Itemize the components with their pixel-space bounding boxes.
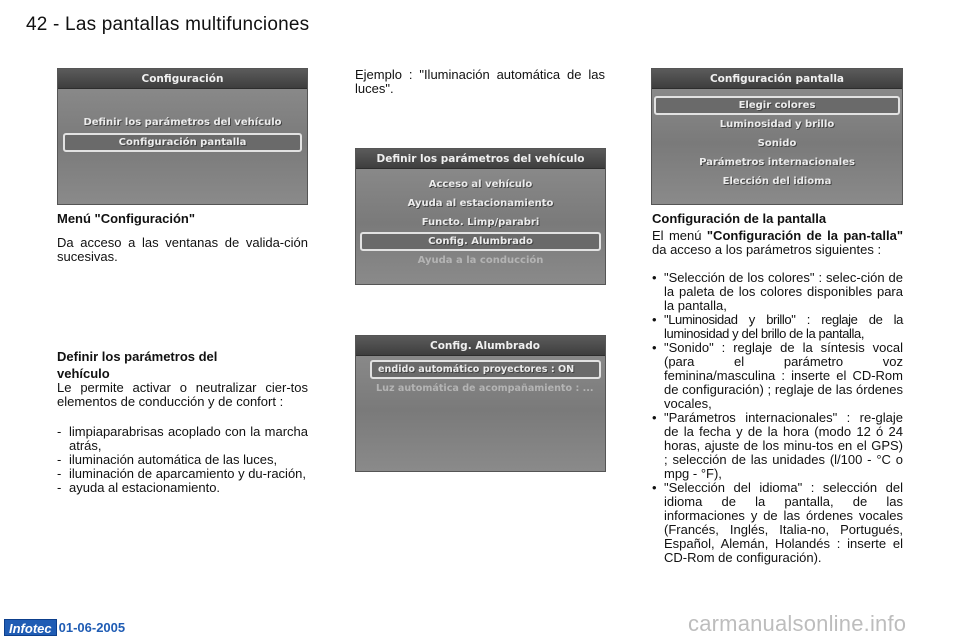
display-screen-item: Elección del idioma [722, 176, 832, 187]
vehicle-params-screen-image [355, 148, 606, 285]
list-item: - iluminación automática de las luces, [57, 453, 308, 467]
vehicle-screen-item: Functo. Limp/parabri [421, 217, 540, 228]
page-header [26, 14, 309, 36]
page-number: 42 [26, 14, 48, 35]
lighting-screen-item: Luz automática de acompañamiento : ... [376, 383, 594, 394]
header-separator: - [53, 14, 60, 35]
list-item: • "Sonido" : reglaje de la síntesis vocal (para el parámetro voz feminina/masculina : inserte el CD-Rom de configuración) ; reglaje de las órdenes vocales, [652, 341, 903, 411]
vehicle-screen-title: Definir los parámetros del vehículo [356, 149, 605, 169]
vehicle-screen-item-dim: Ayuda a la conducción [417, 255, 544, 266]
define-params-text: Le permite activar o neutralizar cier-tos elementos de conducción y de confort : [57, 380, 308, 409]
infotec-logo: Infotec [4, 619, 57, 636]
config-screen-image [57, 68, 308, 205]
list-item: - limpiaparabrisas acoplado con la marcha atrás, [57, 425, 308, 453]
lighting-screen-item-selected: endido automático proyectores : ON [370, 360, 601, 379]
config-screen-title: Configuración [58, 69, 307, 89]
intro-pre: El menú [652, 228, 702, 243]
define-params-list [57, 425, 308, 495]
display-config-heading: Configuración de la pantalla [652, 211, 827, 226]
display-screen-title: Configuración pantalla [652, 69, 902, 89]
intro-bold: "Configuración de la pan-talla" [706, 228, 903, 243]
list-item: - iluminación de aparcamiento y du-ración, [57, 467, 308, 481]
list-item: • "Luminosidad y brillo" : reglaje de la luminosidad y del brillo de la pantalla, [652, 313, 903, 341]
list-item: • "Selección del idioma" : selección del idioma de la pantalla, de las informaciones y de las órdenes vocales (Francés, Inglés, Italia-no, Portugués, Español, Alemán, Holandés : inserte el CD-Rom de configuración). [652, 481, 903, 565]
display-screen-item: Parámetros internacionales [699, 157, 855, 168]
page-title: Las pantallas multifunciones [65, 14, 310, 35]
display-screen-item-selected: Elegir colores [654, 96, 900, 115]
footer [4, 619, 125, 636]
list-item: - ayuda al estacionamiento. [57, 481, 308, 495]
define-params-heading [57, 348, 307, 382]
display-config-intro [652, 229, 903, 257]
list-item: • "Selección de los colores" : selec-ción de la paleta de los colores disponibles para la pantalla, [652, 271, 903, 313]
footer-date: 01-06-2005 [58, 620, 126, 635]
define-params-heading-line1: Definir los parámetros del [57, 349, 218, 364]
vehicle-screen-item: Ayuda al estacionamiento [407, 198, 554, 209]
display-config-list [652, 271, 903, 565]
lighting-screen-title: Config. Alumbrado [356, 336, 605, 356]
vehicle-screen-item: Acceso al vehículo [428, 179, 533, 190]
config-screen-item-selected: Configuración pantalla [63, 133, 302, 152]
menu-configuracion-text: Da acceso a las ventanas de valida-ción sucesivas. [57, 235, 308, 264]
vehicle-screen-item-selected: Config. Alumbrado [360, 232, 601, 251]
watermark: carmanualsonline.info [688, 611, 907, 636]
menu-configuracion-heading: Menú "Configuración" [57, 211, 195, 226]
display-screen-item: Luminosidad y brillo [719, 119, 835, 130]
define-params-heading-line2: vehículo [57, 366, 110, 381]
list-item: • "Parámetros internacionales" : re-glaje de la fecha y de la hora (modo 12 ó 24 horas, ajuste de los minu-tos en el GPS) ; selección de las unidades (l/100 - °C o mpg - °F), [652, 411, 903, 481]
lighting-screen-image [355, 335, 606, 472]
display-config-screen-image [651, 68, 903, 205]
display-screen-item: Sonido [757, 138, 797, 149]
example-text: Ejemplo : "Iluminación automática de las luces". [355, 67, 605, 96]
config-screen-item: Definir los parámetros del vehículo [83, 117, 282, 128]
intro-post: da acceso a los parámetros siguientes : [652, 242, 882, 257]
